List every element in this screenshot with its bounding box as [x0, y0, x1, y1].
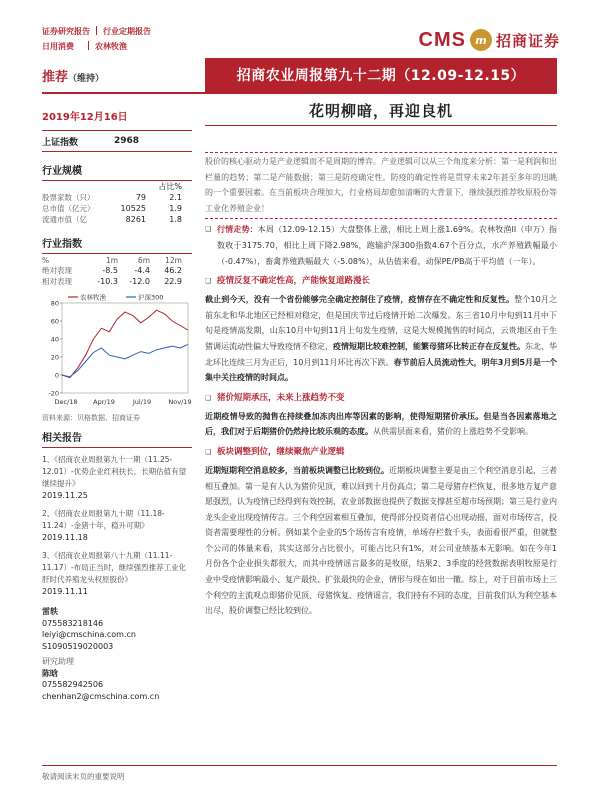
list-item[interactable] — [42, 544, 192, 598]
rating-label: 推荐 — [42, 70, 69, 85]
analyst-cert: S1090519020003 — [42, 641, 114, 651]
section-heading-1 — [205, 274, 557, 290]
scale-value: 10525 — [120, 204, 146, 213]
report-title: 招商农业周报第九十二期（12.09-12.15） — [205, 58, 557, 92]
bullet-label: 行情走势： — [217, 225, 258, 235]
related-text: 1、《招商农业周报第九十一期（11.25-12.01）-优势企业红利扶长，长期估值有望继续提升》 — [42, 455, 187, 488]
scale-share: 1.8 — [169, 215, 182, 224]
report-subtitle: 花明柳暗，再迎良机 — [308, 102, 453, 120]
logo-cms-text: CMS — [418, 28, 466, 51]
perf-value: -10.3 — [97, 277, 118, 286]
related-text: 2、《招商农业周报第九十期（11.18-11.24）-金猪十年，稳升可期》 — [42, 509, 165, 530]
scale-share: 1.9 — [169, 204, 182, 213]
para-text: 整个10月之前东北和华北地区已经相对稳定，但是国庆节过后疫情开始二次爆发。东三省10月中旬到11月中下旬是疫情高发期，山东10月中旬到11月上旬发生疫情，这是大规模抛售的时间点，云贵地区由于生猪调运流动性偏大导致疫情不稳定， — [205, 295, 557, 351]
bullet-square-icon: ❑ — [205, 448, 212, 457]
para-bold: 疫情短期比较难控制，能繁母猪环比转正存在反复性。 — [333, 341, 525, 351]
section-title: 板块调整到位，继续聚焦产业逻辑 — [217, 447, 345, 458]
para-bold: 截止到今天，没有一个省份能够完全确定控制住了疫情，疫情存在不确定性和反复性。 — [205, 295, 515, 305]
analyst-role: 研究助理 — [42, 657, 74, 666]
perf-value: -8.5 — [102, 266, 118, 275]
bullet-square-icon: ❑ — [205, 393, 212, 402]
share-header: 占比% — [158, 182, 182, 191]
perf-value: -12.0 — [129, 277, 150, 286]
perf-col: 6m — [137, 256, 150, 265]
related-heading: 相关报告 — [42, 423, 192, 448]
y-tick-label: -20 — [48, 389, 59, 398]
section-heading-2 — [205, 391, 557, 407]
perf-key: 相对表现 — [42, 277, 72, 286]
index-row — [42, 130, 192, 152]
section-heading-3 — [205, 445, 557, 461]
perf-col-unit: % — [42, 256, 50, 265]
x-tick-label: Apr/19 — [93, 398, 115, 406]
perf-key: 绝对表现 — [42, 266, 72, 275]
y-tick-label: 40 — [50, 335, 59, 344]
perf-col: 12m — [165, 256, 182, 265]
para-text: 近期板块调整主要是由三个利空消息引起，三者相互叠加。第一是有人认为猪价见顶，难以回到十月份高点；第二是母猪存栏恢复，很多地方复产意愿强烈，认为疫情已经得到有效控制，农业部数据也提供了数据支撑甚至超市场预期；第三是行业内龙头企业出现疫情传言。三个利空因素相互叠加，使得部分投资者信心出现动摇，面对市场传言，投资者需要理性的分析。例如某个企业的5个场传言有疫情，单场存栏数千头，表面看很严重，但就整个公司的体量来看，其实这部分占比很小，可能占比只有1%，对公司业绩基本无影响。如在今年1月份各个企业损失都很大，而其中疫情谣言最多的是牧原，结果2、3季度的经营数据表明牧原是行业中受疫情影响最小、复产最快、扩张最快的企业，情形与现在如出一辙。综上，对于目前市场上三个利空的主流观点即猪价见顶、母猪恢复、疫情谣言，我们持有不同的态度，目前我们认为利空基本出尽，股价调整已经比较到位。 — [205, 465, 557, 616]
summary-box: 股价的核心驱动力是产业逻辑而不是周期的博弈。产业逻辑可以从三个角度来分析：第一是利润和出栏量的趋势；第二是产能数据；第三是防疫确定性。防疫的确定性将是贯穿未来2年甚至多年的迅眺的一个重要因素。在当前板块合理加大，行业格局却愈加清晰的大背景下，继续强烈推荐牧原股份等工业化养殖企业！ — [205, 152, 557, 219]
analyst-phone: 075583218146 — [42, 618, 104, 628]
perf-value: 22.9 — [164, 277, 182, 286]
footer-note: 敬请阅读末页的重要说明 — [42, 765, 557, 782]
table-row — [42, 203, 192, 214]
y-tick-label: 80 — [50, 299, 59, 308]
analyst-email[interactable]: chenhan2@cmschina.com.cn — [42, 691, 160, 701]
scale-header-row — [42, 181, 192, 192]
scale-key: 流通市值（亿 — [42, 215, 87, 224]
x-tick-label: Dec/18 — [54, 398, 78, 406]
index-value: 2968 — [114, 136, 140, 146]
sidebar — [42, 130, 192, 702]
legend-label: 沪深300 — [138, 293, 164, 302]
para-bold: 近期疫情导致的抛售在持续叠加冻肉出库等因素的影响，使得短期猪价承压。但是当各因素落地之后，我们对于后期猪价仍然持比较乐观的态度。 — [205, 411, 557, 437]
y-tick-label: 0 — [54, 371, 59, 380]
tag-industry: 农林牧渔 — [95, 42, 127, 51]
title-divider — [42, 92, 557, 94]
series-line-hs300 — [62, 344, 188, 376]
table-row — [42, 214, 192, 225]
bullet-market — [205, 222, 557, 269]
analyst-phone: 075582942506 — [42, 680, 104, 689]
perf-value: 46.2 — [164, 266, 182, 275]
x-tick-label: Nov/19 — [168, 398, 192, 406]
perf-col: 1m — [105, 256, 118, 265]
scale-key: 股票家数（只） — [42, 193, 95, 202]
list-item[interactable] — [42, 502, 192, 544]
para-text: 东北、华北环比连续三月为正后，10月到11月环比再次下跌。 — [205, 341, 557, 367]
report-date: 2019年12月16日 — [42, 112, 128, 123]
paragraph-1 — [205, 292, 557, 386]
paragraph-3 — [205, 463, 557, 619]
para-bold: 近期短期利空消息较多，当前板块调整已比较到位。 — [205, 465, 389, 475]
table-row — [42, 265, 192, 276]
x-tick-label: Jul/19 — [132, 398, 152, 406]
main-content — [205, 152, 557, 619]
section-title: 猪价短期承压，未来上涨趋势不变 — [217, 392, 345, 403]
tag-report-type: 证券研究报告 — [42, 27, 90, 36]
subtitle-divider — [205, 125, 557, 126]
section-title: 疫情反复不确定性高，产能恢复道路漫长 — [217, 276, 371, 287]
tag-sector: 日用消费 — [42, 42, 74, 51]
y-tick-label: 60 — [50, 317, 59, 326]
tag-report-category: 行业定期报告 — [103, 27, 151, 36]
logo-mark-icon: m — [470, 29, 492, 51]
scale-key: 总市值（亿元） — [42, 204, 95, 213]
perf-heading: 行业指数 — [42, 225, 192, 254]
rating-sub: （维持） — [68, 74, 105, 84]
header-tags — [42, 24, 151, 54]
para-bold: 春节前后人员流动性大，明年3月到5月是一个集中关注疫情的时间点。 — [205, 357, 557, 383]
rating — [42, 66, 104, 85]
related-text: 3、《招商农业周报第八十九期（11.11-11.17）-布局正当时，继续强烈推荐工业化肝时代养殖龙头权原股份》 — [42, 551, 187, 584]
performance-chart — [42, 289, 192, 409]
y-tick-label: 20 — [50, 353, 59, 362]
scale-value: 79 — [135, 193, 146, 202]
para-text: 从供需层面来看，猪价的上涨趋势不受影响。 — [373, 427, 533, 437]
scale-value: 8261 — [125, 215, 146, 224]
bullet-text: 本周（12.09-12.15）大盘整体上涨，相比上周上涨1.69%。农林牧渔II（申万）指数收于3175.70，相比上周下降2.98%，跑输沪深300指数4.67个百分点，水产养殖跌幅最小（-0.47%），畜禽养殖跌幅最大（-5.08%），从估值来看，动保PE/PB高于平均值（一年）。 — [217, 225, 557, 266]
scale-heading: 行业规模 — [42, 152, 192, 181]
list-item[interactable] — [42, 448, 192, 502]
perf-value: -4.4 — [134, 266, 150, 275]
analyst-email[interactable]: leiyi@cmschina.com.cn — [42, 630, 136, 639]
bullet-square-icon: ❑ — [205, 277, 212, 286]
scale-share: 2.1 — [169, 193, 182, 202]
table-row — [42, 192, 192, 203]
analyst-1 — [42, 606, 192, 702]
paragraph-2 — [205, 409, 557, 440]
analyst-name: 雷轶 — [42, 607, 58, 616]
plot-frame — [62, 303, 188, 393]
perf-header-row — [42, 254, 192, 265]
related-date: 2019.11.11 — [42, 587, 88, 596]
logo-cn-text: 招商证券 — [495, 31, 560, 50]
legend-label: 农林牧渔 — [80, 293, 106, 302]
related-date: 2019.11.25 — [42, 491, 88, 500]
chart-source: 资料来源：贝格数据、招商证券 — [42, 414, 140, 422]
table-row — [42, 276, 192, 287]
index-label: 上证指数 — [42, 137, 79, 148]
company-logo — [419, 27, 560, 53]
analyst-name: 陈晗 — [42, 668, 58, 678]
related-date: 2019.11.18 — [42, 533, 88, 542]
bullet-square-icon: ❑ — [205, 225, 212, 234]
